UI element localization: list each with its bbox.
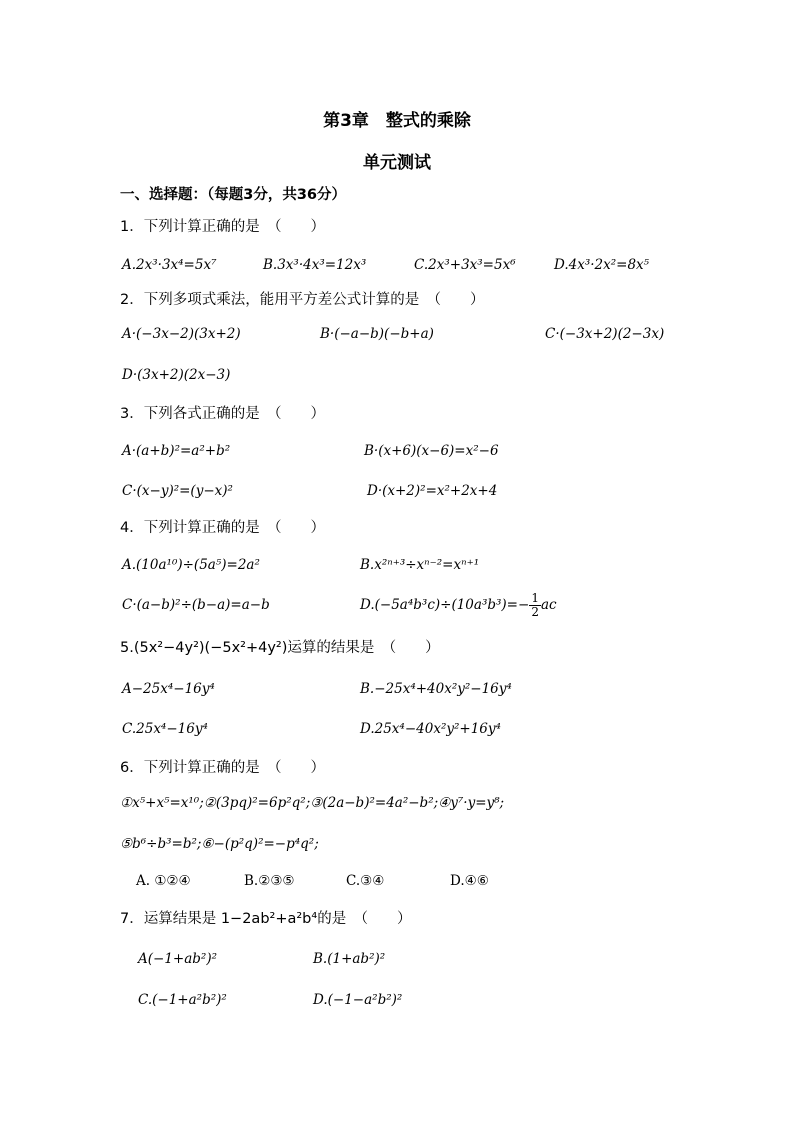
fraction-numerator: 1 — [531, 591, 539, 605]
question-7-option-c: C.(−1+a²b²)² — [138, 992, 227, 1008]
question-7-option-d: D.(−1−a²b²)² — [313, 992, 403, 1008]
question-1-option-c: C.2x³+3x³=5x⁶ — [414, 257, 516, 273]
question-6-items-line-1: ①x⁵+x⁵=x¹⁰;②(3pq)²=6p²q²;③(2a−b)²=4a²−b²;④y⁷·y=y⁸; — [120, 795, 505, 811]
test-subtitle: 单元测试 — [363, 153, 431, 173]
question-2-option-c: C·(−3x+2)(2−3x) — [545, 326, 665, 342]
question-4-stem: 4．下列计算正确的是 （ ） — [120, 520, 325, 536]
question-3-option-d: D·(x+2)²=x²+2x+4 — [367, 483, 498, 499]
question-4-option-b: B.x²ⁿ⁺³÷xⁿ⁻²=xⁿ⁺¹ — [360, 557, 480, 573]
question-4-option-d-right: ac — [540, 597, 557, 613]
question-5-option-a: A−25x⁴−16y⁴ — [122, 681, 215, 697]
question-7-option-a: A(−1+ab²)² — [138, 951, 218, 967]
question-5-option-b: B.−25x⁴+40x²y²−16y⁴ — [360, 681, 512, 697]
section-heading: 一、选择题：（每题3分，共36分） — [120, 187, 347, 203]
question-7-stem: 7．运算结果是 1−2ab²+a²b⁴的是 （ ） — [120, 911, 412, 927]
question-3-option-c: C·(x−y)²=(y−x)² — [122, 483, 233, 499]
chapter-title: 第3章 整式的乘除 — [323, 111, 471, 131]
question-7-option-b: B.(1+ab²)² — [313, 951, 386, 967]
question-4-option-d-left: D.(−5a⁴b³c)÷(10a³b³)=− — [360, 597, 530, 613]
fraction-denominator: 2 — [531, 605, 539, 619]
question-4-option-d — [360, 588, 557, 622]
question-6-option-d: D.④⑥ — [450, 873, 489, 889]
question-6-option-a: A. ①②④ — [136, 873, 191, 889]
question-5-option-c: C.25x⁴−16y⁴ — [122, 721, 208, 737]
question-6-stem: 6．下列计算正确的是 （ ） — [120, 760, 325, 776]
question-4-option-a: A.(10a¹⁰)÷(5a⁵)=2a² — [122, 557, 260, 573]
question-1-option-b: B.3x³·4x³=12x³ — [263, 257, 367, 273]
question-5-stem: 5.(5x²−4y²)(−5x²+4y²)运算的结果是 （ ） — [120, 640, 440, 656]
question-1-option-a: A.2x³·3x⁴=5x⁷ — [122, 257, 217, 273]
question-2-option-d: D·(3x+2)(2x−3) — [122, 367, 231, 383]
question-1-stem: 1．下列计算正确的是 （ ） — [120, 219, 325, 235]
question-3-option-a: A·(a+b)²=a²+b² — [122, 443, 231, 459]
question-6-option-c: C.③④ — [346, 873, 385, 889]
question-5-option-d: D.25x⁴−40x²y²+16y⁴ — [360, 721, 501, 737]
question-3-stem: 3．下列各式正确的是 （ ） — [120, 406, 325, 422]
question-6-items-line-2: ⑤b⁶÷b³=b²;⑥−(p²q)²=−p⁴q²; — [120, 836, 319, 852]
question-2-option-b: B·(−a−b)(−b+a) — [320, 326, 434, 342]
question-6-option-b: B.②③⑤ — [244, 873, 295, 889]
question-3-option-b: B·(x+6)(x−6)=x²−6 — [364, 443, 499, 459]
question-1-option-d: D.4x³·2x²=8x⁵ — [554, 257, 650, 273]
question-4-option-c: C·(a−b)²÷(b−a)=a−b — [122, 597, 270, 613]
fraction — [529, 592, 541, 619]
question-2-option-a: A·(−3x−2)(3x+2) — [122, 326, 241, 342]
question-2-stem: 2．下列多项式乘法，能用平方差公式计算的是 （ ） — [120, 292, 485, 308]
